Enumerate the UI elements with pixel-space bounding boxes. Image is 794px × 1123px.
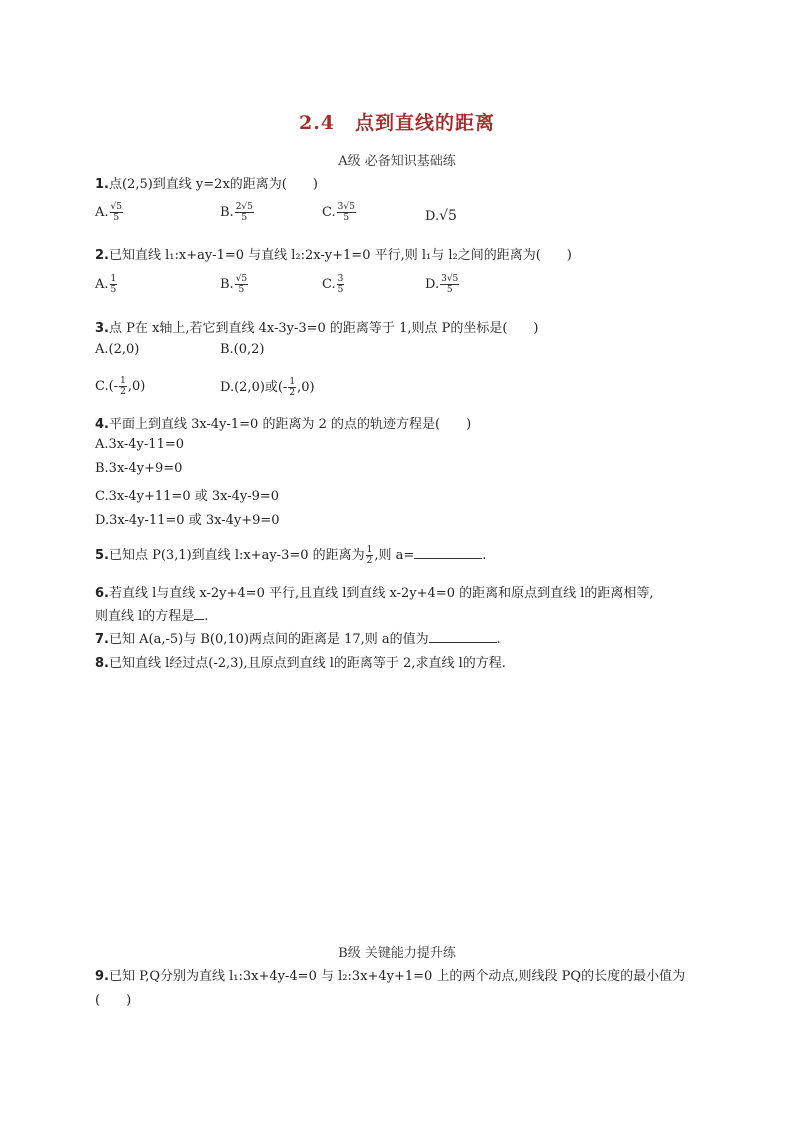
q5-answer-blank[interactable] <box>414 546 482 559</box>
question-2: 2.已知直线 l₁:x+ay-1=0 与直线 l₂:2x-y+1=0 平行,则 l₁与 l₂之间的距离为( ) <box>95 248 572 263</box>
q3-option-d: D.(2,0)或(- $\frac{1}{2}$ ,0) <box>220 377 315 398</box>
q2-option-c: C. $\frac{3}{5}$ <box>322 274 344 295</box>
q2-option-a: A. $\frac{1}{5}$ <box>95 274 117 295</box>
q4-option-b: B.3x-4y+9=0 <box>95 461 183 476</box>
question-5: 5.已知点 P(3,1)到直线 l:x+ay-3=0 的距离为 $\frac{1}{2}$ ,则 a= . <box>95 545 487 566</box>
section-a-heading: A级 必备知识基础练 <box>338 154 456 169</box>
q3-option-c: C.(- $\frac{1}{2}$ ,0) <box>95 376 146 397</box>
q3-option-a: A.(2,0) <box>95 342 140 357</box>
question-3-stem: 点 P在 x轴上,若它到直线 4x-3y-3=0 的距离等于 1,则点 P的坐标是( ) <box>108 321 539 336</box>
question-4: 4.平面上到直线 3x-4y-1=0 的距离为 2 的点的轨迹方程是( ) <box>95 417 472 432</box>
q1-option-b: B. $\frac{2√5}{5}$ <box>220 202 253 223</box>
q4-option-a: A.3x-4y-11=0 <box>95 437 185 452</box>
question-4-stem: 平面上到直线 3x-4y-1=0 的距离为 2 的点的轨迹方程是( ) <box>108 417 472 432</box>
question-6-line-2: 则直线 l的方程是 . <box>95 609 209 624</box>
q1-option-c: C. $\frac{3√5}{5}$ <box>322 202 355 223</box>
q4-option-d: D.3x-4y-11=0 或 3x-4y+9=0 <box>95 513 280 528</box>
question-6: 6.若直线 l与直线 x-2y+4=0 平行,且直线 l到直线 x-2y+4=0 的距离和原点到直线 l的距离相等, <box>95 586 654 601</box>
question-1: 1.点(2,5)到直线 y=2x的距离为( ) <box>95 177 318 192</box>
question-2-stem: 已知直线 l₁:x+ay-1=0 与直线 l₂:2x-y+1=0 平行,则 l₁与 l₂之间的距离为( ) <box>108 248 572 263</box>
question-9-line-2: ( ) <box>95 993 132 1008</box>
q1-option-a: A. $\frac{√5}{5}$ <box>95 202 122 223</box>
question-3: 3.点 P在 x轴上,若它到直线 4x-3y-3=0 的距离等于 1,则点 P的坐标是( ) <box>95 321 539 336</box>
q7-answer-blank[interactable] <box>429 630 497 643</box>
question-7: 7.已知 A(a,-5)与 B(0,10)两点间的距离是 17,则 a的值为 . <box>95 632 501 647</box>
q2-option-d: D. $\frac{3√5}{5}$ <box>425 274 459 295</box>
page-title: 2.4 点到直线的距离 <box>298 112 496 134</box>
question-1-stem: 点(2,5)到直线 y=2x的距离为( ) <box>108 177 318 192</box>
q4-option-c: C.3x-4y+11=0 或 3x-4y-9=0 <box>95 489 280 504</box>
q3-option-b: B.(0,2) <box>220 342 265 357</box>
q2-option-b: B. $\frac{√5}{5}$ <box>220 274 248 295</box>
question-9: 9.已知 P,Q分别为直线 l₁:3x+4y-4=0 与 l₂:3x+4y+1=0 上的两个动点,则线段 PQ的长度的最小值为 <box>95 969 686 984</box>
q1-option-d: D.√5 <box>425 208 457 224</box>
q6-answer-blank[interactable] <box>194 607 204 620</box>
question-8: 8.已知直线 l经过点(-2,3),且原点到直线 l的距离等于 2,求直线 l的方程. <box>95 656 506 671</box>
section-b-heading: B级 关键能力提升练 <box>338 946 456 961</box>
